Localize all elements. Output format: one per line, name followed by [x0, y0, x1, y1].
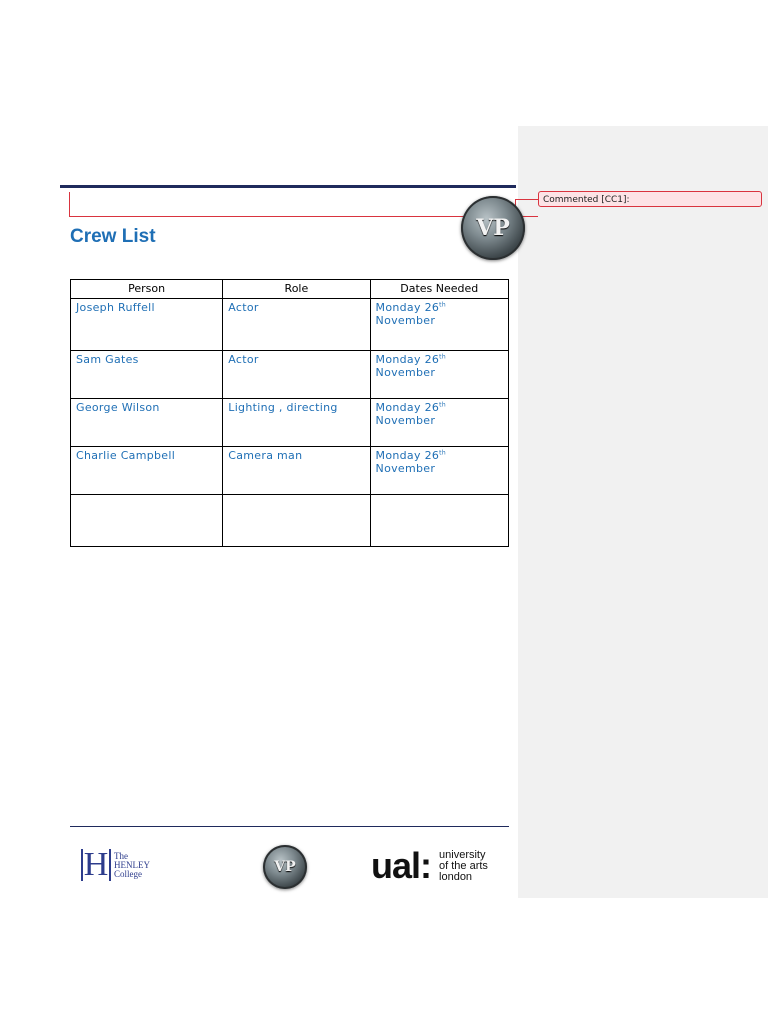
vp-logo-header: [461, 196, 525, 260]
henley-name: [114, 852, 150, 879]
date-text: Monday 26: [375, 401, 440, 414]
table-header-row: [71, 280, 509, 299]
vp-logo-text: VP: [476, 215, 510, 241]
date-suffix: th: [439, 353, 446, 361]
table-row: [71, 495, 509, 547]
comment-label: Commented [CC1]:: [543, 195, 630, 205]
cell-role[interactable]: Lighting , directing: [223, 399, 370, 447]
crew-table: [70, 279, 509, 547]
cell-date[interactable]: [370, 399, 508, 447]
henley-line-1: The: [114, 850, 128, 861]
cell-person[interactable]: Charlie Campbell: [71, 447, 223, 495]
cell-date[interactable]: [370, 351, 508, 399]
footer-rule: [70, 826, 509, 827]
ual-line-1: university: [439, 848, 486, 861]
cell-person[interactable]: Joseph Ruffell: [71, 299, 223, 351]
henley-line-2: HENLEY: [114, 859, 150, 870]
table-row: [71, 447, 509, 495]
ual-mark: ual:: [371, 845, 432, 886]
column-header-dates: Dates Needed: [370, 280, 508, 299]
cell-role[interactable]: [223, 495, 370, 547]
vp-logo-footer: [263, 845, 307, 889]
date-month: November: [375, 366, 436, 379]
cell-person[interactable]: [71, 495, 223, 547]
henley-college-logo: [81, 846, 161, 883]
date-suffix: th: [439, 301, 446, 309]
date-suffix: th: [439, 449, 446, 457]
date-text: Monday 26: [375, 353, 440, 366]
table-row: [71, 399, 509, 447]
vp-logo-footer-text: VP: [274, 859, 296, 875]
comment-balloon[interactable]: [538, 191, 762, 207]
henley-initial: H: [81, 849, 111, 881]
column-header-person: Person: [71, 280, 223, 299]
date-month: November: [375, 314, 436, 327]
date-text: Monday 26: [375, 301, 440, 314]
cell-date[interactable]: [370, 299, 508, 351]
header-rule: [60, 185, 516, 188]
comment-anchor-marker: [69, 192, 70, 217]
column-header-role: Role: [223, 280, 370, 299]
cell-role[interactable]: Actor: [223, 351, 370, 399]
ual-line-3: london: [439, 870, 473, 883]
comment-pane: [518, 126, 768, 898]
ual-line-2: of the arts: [439, 859, 488, 872]
cell-person[interactable]: George Wilson: [71, 399, 223, 447]
table-row: [71, 299, 509, 351]
page-title: Crew List: [70, 226, 156, 247]
cell-person[interactable]: Sam Gates: [71, 351, 223, 399]
table-row: [71, 351, 509, 399]
date-text: Monday 26: [375, 449, 440, 462]
date-month: November: [375, 414, 436, 427]
cell-role[interactable]: Camera man: [223, 447, 370, 495]
henley-line-3: College: [114, 868, 142, 879]
ual-logo: [371, 845, 488, 886]
date-month: November: [375, 462, 436, 475]
date-suffix: th: [439, 401, 446, 409]
cell-date[interactable]: [370, 447, 508, 495]
ual-words: [439, 850, 488, 883]
cell-role[interactable]: Actor: [223, 299, 370, 351]
cell-date[interactable]: [370, 495, 508, 547]
